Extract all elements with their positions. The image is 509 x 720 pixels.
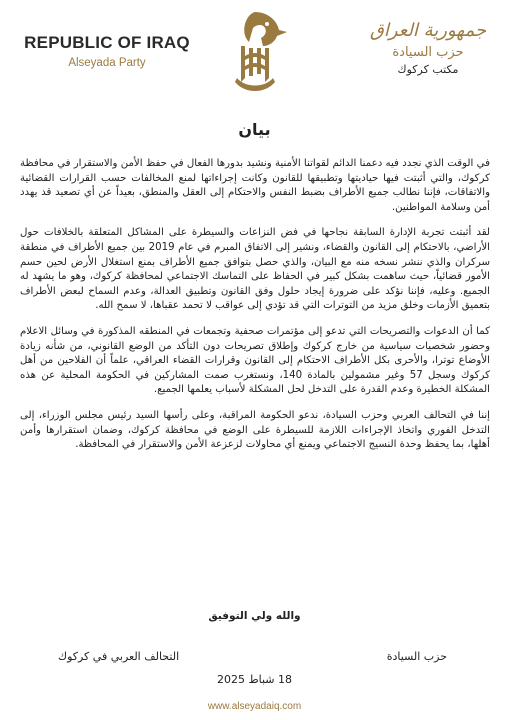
statement-title: بيان — [238, 120, 271, 139]
paragraph: كما أن الدعوات والتصريحات التي تدعو إلى مؤتمرات صحفية وتجمعات في المنطقه المذكورة في وسائل الاعلام وحضور شخصيات سياسية من خارج كركوك وإطلاق تصريحات دون التأكد من الوضع القانوني، من شأنه زيادة الأوضاع توترا، والأحرى بكل الأطراف الاحتكام إلى القانون وقرارات القضاء العراقي، علماً أن الفلاحين من أهل كركوك وسجل 57 وغير مشمولين بالمادة 140، ونستغرب صمت المشاركين في الحكومة المحلية عن هذه المشكلة الخطيرة وعدم القدرة على التدخل لحل المشكلة لأسباب يعلمها الجميع. — [20, 325, 490, 396]
paragraph: إننا في التحالف العربي وحزب السيادة، ندعو الحكومة المراقبة، وعلى رأسها السيد رئيس مجلس الوزراء، إلى التدخل الفوري واتخاذ الإجراءات اللازمة للسيطرة على الوضع في محافظة كركوك، وضمان استقرارها وأمن أهلها، بما يحفظ وحدة النسيج الاجتماعي ويمنع أي محاولات لزعزعة الأمن والاستقرار في المحافظة. — [20, 409, 490, 451]
arabic-letterhead — [363, 20, 493, 76]
signature-alliance: التحالف العربي في كركوك — [58, 650, 180, 663]
arabic-party-name: حزب السيادة — [392, 45, 464, 60]
signature-party: حزب السيادة — [386, 650, 447, 663]
english-letterhead — [22, 33, 192, 69]
letterhead — [0, 0, 509, 96]
paragraph: في الوقت الذي نجدد فيه دعمنا الدائم لقواتنا الأمنية ونشيد بدورها الفعال في حفظ الأمن والاستقرار في محافظة كركوك، والتي أثبتت فيها حياديتها وتطبيقها للقانون وكانت إجراءاتها لمنع المخالفات حسب القرارات القضائية والاتفاقات، فإننا نطالب جميع الأطراف بضبط النفس والاحتكام إلى العقل والمنطق، بعيداً عن أي تصعيد قد يهدد أمن وسلامة المواطنين. — [20, 158, 490, 213]
paragraph: لقد أثبتت تجربة الإدارة السابقة نجاحها في فض النزاعات والسيطرة على المشاكل المتعلقة بالخلافات حول الأراضي، بالاحتكام إلى القانون والقضاء، ونشير إلى الاتفاق المبرم في عام 2019 بين جميع الأطراف في منطقة سركران والذي ننشر نسخه منه مع البيان، والذي حصل بتوافق جميع الأطراف بمنع استغلال الأرض لحين حسم الأمور قضائياً، حيث ساهمت بشكل كبير في الحفاظ على التماسك الاجتماعي لمحافظة كركوك، وهو ما يشهد له الجميع. وعليه، فإننا نؤكد على ضرورة إيجاد حلول وفق القانون وتطبيق العدالة، وعدم السماح لبعض الأطراف بتعميق الأزمات وخلق مزيد من التوترات التي قد تؤدي إلى عواقب لا تحمد عقباها، لا سمح الله. — [20, 227, 490, 312]
english-country-title: REPUBLIC OF IRAQ — [24, 33, 190, 52]
eagle-emblem-icon — [215, 8, 295, 94]
statement-date: 18 شباط 2025 — [216, 673, 293, 686]
arabic-country-title: جمهورية العراق — [369, 20, 487, 41]
arabic-office-name: مكتب كركوك — [397, 63, 459, 76]
website-link[interactable]: www.alseyadaiq.com — [207, 701, 302, 712]
english-party-name: Alseyada Party — [68, 57, 146, 69]
statement-body — [20, 157, 490, 464]
closing-phrase: والله ولي التوفيق — [208, 610, 301, 622]
